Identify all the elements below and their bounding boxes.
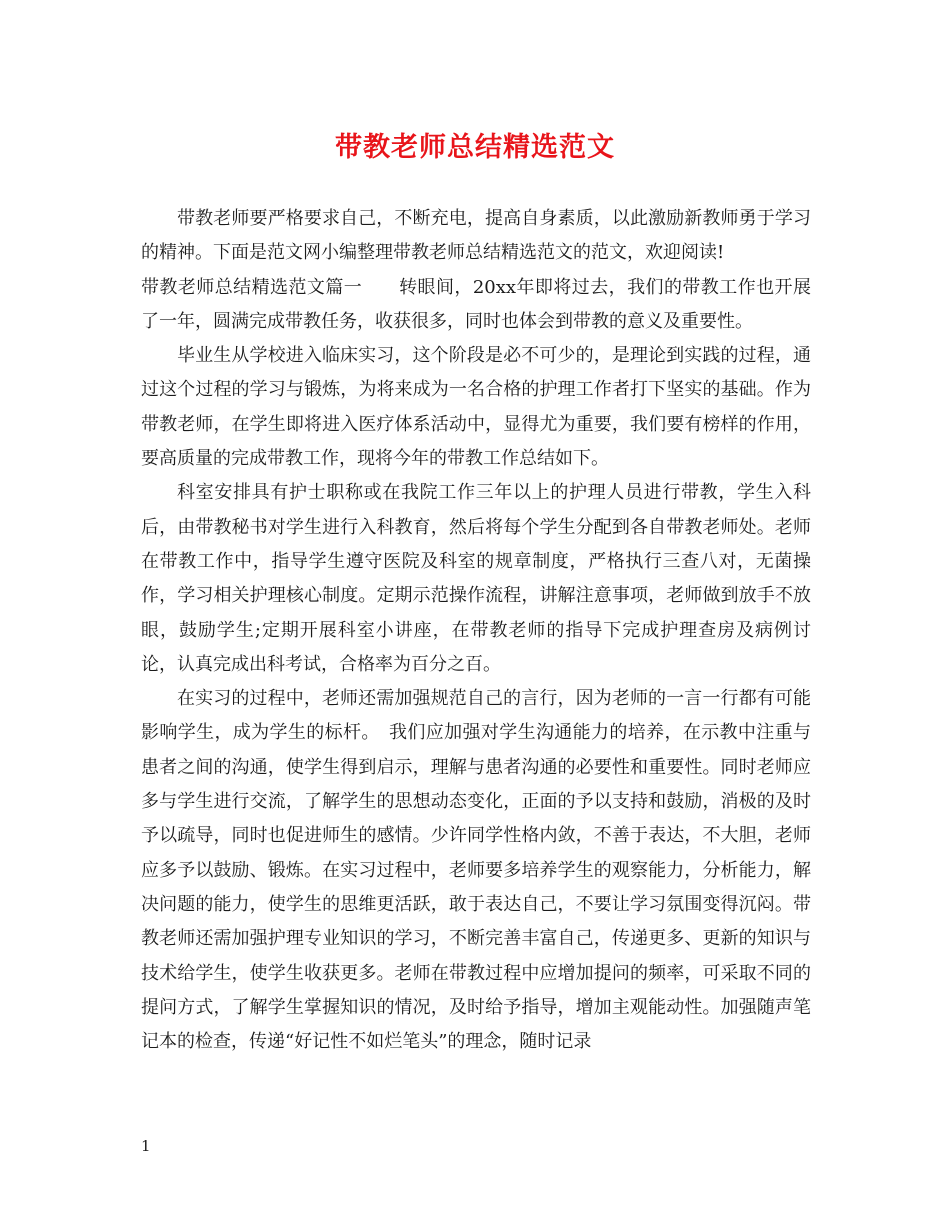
paragraph: 在实习的过程中，老师还需加强规范自己的言行，因为老师的一言一行都有可能影响学生，成为学生的标杆。 我们应加强对学生沟通能力的培养，在示教中注重与患者之间的沟通，使学生得到启示，理解与患者沟通的必要性和重要性。同时老师应多与学生进行交流，了解学生的思想动态变化，正面的予以支持和鼓励，消极的及时予以疏导，同时也促进师生的感情。少许同学性格内敛，不善于表达，不大胆，老师应多予以鼓励、锻炼。在实习过程中，老师要多培养学生的观察能力，分析能力，解决问题的能力，使学生的思维更活跃，敢于表达自己，不要让学习氛围变得沉闷。带教老师还需加强护理专业知识的学习，不断完善丰富自己，传递更多、更新的知识与技术给学生，使学生收获更多。老师在带教过程中应增加提问的频率，可采取不同的提问方式，了解学生掌握知识的情况，及时给予指导，增加主观能动性。加强随声笔记本的检查，传递“好记性不如烂笔头”的理念，随时记录 <box>141 688 811 1053</box>
document-title: 带教老师总结精选范文 <box>335 132 615 163</box>
document-body <box>141 202 811 1059</box>
page-number: 1 <box>141 1137 151 1155</box>
paragraph: 毕业生从学校进入临床实习，这个阶段是必不可少的，是理论到实践的过程，通过这个过程的学习与锻炼，为将来成为一名合格的护理工作者打下坚实的基础。作为带教老师，在学生即将进入医疗体系活动中，显得尤为重要，我们要有榜样的作用，要高质量的完成带教工作，现将今年的带教工作总结如下。 <box>141 345 811 470</box>
paragraph-intro: 带教老师要严格要求自己，不断充电，提高自身素质，以此激励新教师勇于学习的精神。下面是范文网小编整理带教老师总结精选范文的范文，欢迎阅读! <box>141 208 811 264</box>
paragraph-section-one: 带教老师总结精选范文篇一 转眼间，20xx年即将过去，我们的带教工作也开展了一年，圆满完成带教任务，收获很多，同时也体会到带教的意义及重要性。 <box>141 276 811 332</box>
paragraph: 科室安排具有护士职称或在我院工作三年以上的护理人员进行带教，学生入科后，由带教秘书对学生进行入科教育，然后将每个学生分配到各自带教老师处。老师在带教工作中，指导学生遵守医院及科室的规章制度，严格执行三查八对，无菌操作，学习相关护理核心制度。定期示范操作流程，讲解注意事项，老师做到放手不放眼，鼓励学生;定期开展科室小讲座，在带教老师的指导下完成护理查房及病例讨论，认真完成出科考试，合格率为百分之百。 <box>141 482 811 675</box>
